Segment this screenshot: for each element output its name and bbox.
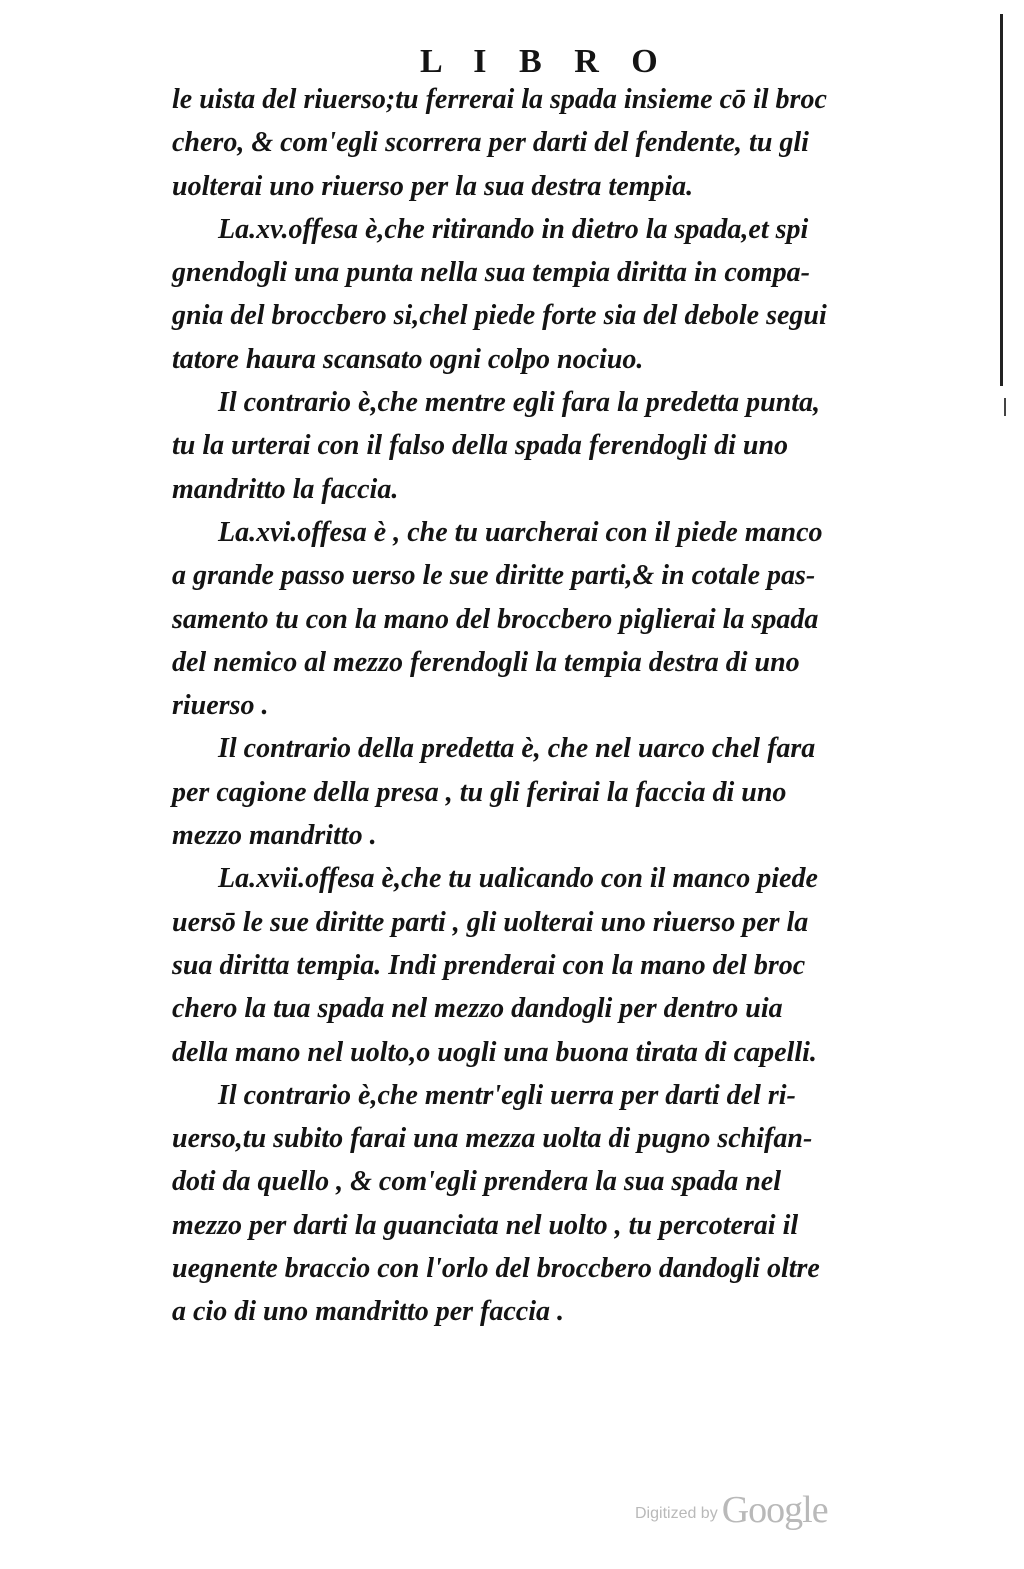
binding-edge-rule bbox=[1000, 14, 1003, 386]
text-line: uegnente braccio con l'orlo del broccbero dandogli oltre bbox=[172, 1253, 820, 1285]
text-line: mandritto la faccia. bbox=[172, 473, 399, 505]
paragraph-6 bbox=[172, 857, 902, 1073]
binding-edge-mark bbox=[1004, 398, 1006, 416]
google-logo: Google bbox=[721, 1489, 828, 1531]
text-line: chero la tua spada nel mezzo dandogli per dentro uia bbox=[172, 993, 783, 1025]
text-line: Il contrario è,che mentr'egli uerra per darti del ri- bbox=[218, 1079, 796, 1111]
text-line: Il contrario della predetta è, che nel uarco chel fara bbox=[218, 733, 816, 765]
digitized-watermark bbox=[635, 1482, 828, 1532]
text-line: gnia del broccbero si,chel piede forte sia del debole segui bbox=[172, 300, 827, 332]
paragraph-5 bbox=[172, 727, 902, 857]
paragraph-3 bbox=[172, 381, 902, 511]
text-line: mezzo mandritto . bbox=[172, 820, 377, 852]
text-line: chero, & com'egli scorrera per darti del fendente, tu gli bbox=[172, 127, 809, 159]
text-line: uerso,tu subito farai una mezza uolta di pugno schifan- bbox=[172, 1123, 813, 1155]
text-line: tu la urterai con il falso della spada ferendogli di uno bbox=[172, 430, 789, 462]
text-line: della mano nel uolto,o uogli una buona tirata di capelli. bbox=[172, 1036, 817, 1068]
paragraph-1 bbox=[172, 78, 902, 208]
paragraph-4 bbox=[172, 511, 902, 727]
text-line: a grande passo uerso le sue diritte parti,& in cotale pas- bbox=[172, 560, 816, 592]
paragraph-2 bbox=[172, 208, 902, 381]
text-line: per cagione della presa , tu gli ferirai la faccia di uno bbox=[172, 776, 787, 808]
paragraph-7 bbox=[172, 1074, 902, 1334]
text-line: La.xv.offesa è,che ritirando in dietro la spada,et spi bbox=[218, 213, 809, 245]
text-line: mezzo per darti la guanciata nel uolto , tu percoterai il bbox=[172, 1209, 799, 1241]
text-line: uolterai uno riuerso per la sua destra tempia. bbox=[172, 170, 694, 202]
watermark-prefix: Digitized by bbox=[635, 1505, 718, 1522]
text-line: doti da quello , & com'egli prendera la sua spada nel bbox=[172, 1166, 782, 1198]
text-line: samento tu con la mano del broccbero piglierai la spada bbox=[172, 603, 819, 635]
body-text bbox=[172, 78, 902, 1334]
text-line: Il contrario è,che mentre egli fara la predetta punta, bbox=[218, 387, 820, 419]
text-line: del nemico al mezzo ferendogli la tempia destra di uno bbox=[172, 646, 800, 678]
text-line: le uista del riuerso;tu ferrerai la spada insieme cō il broc bbox=[172, 84, 827, 115]
text-line: gnendogli una punta nella sua tempia diritta in compa- bbox=[172, 257, 810, 289]
text-line: La.xvii.offesa è,che tu ualicando con il manco piede bbox=[218, 863, 818, 895]
text-line: uersō le sue diritte parti , gli uolterai uno riuerso per la bbox=[172, 906, 809, 938]
text-line: a cio di uno mandritto per faccia . bbox=[172, 1296, 564, 1328]
text-line: riuerso . bbox=[172, 690, 269, 722]
text-line: tatore haura scansato ogni colpo nociuo. bbox=[172, 343, 644, 375]
text-line: sua diritta tempia. Indi prenderai con la mano del broc bbox=[172, 949, 806, 981]
text-line: La.xvi.offesa è , che tu uarcherai con il piede manco bbox=[218, 516, 823, 548]
page-running-title: L I B R O bbox=[420, 43, 670, 80]
